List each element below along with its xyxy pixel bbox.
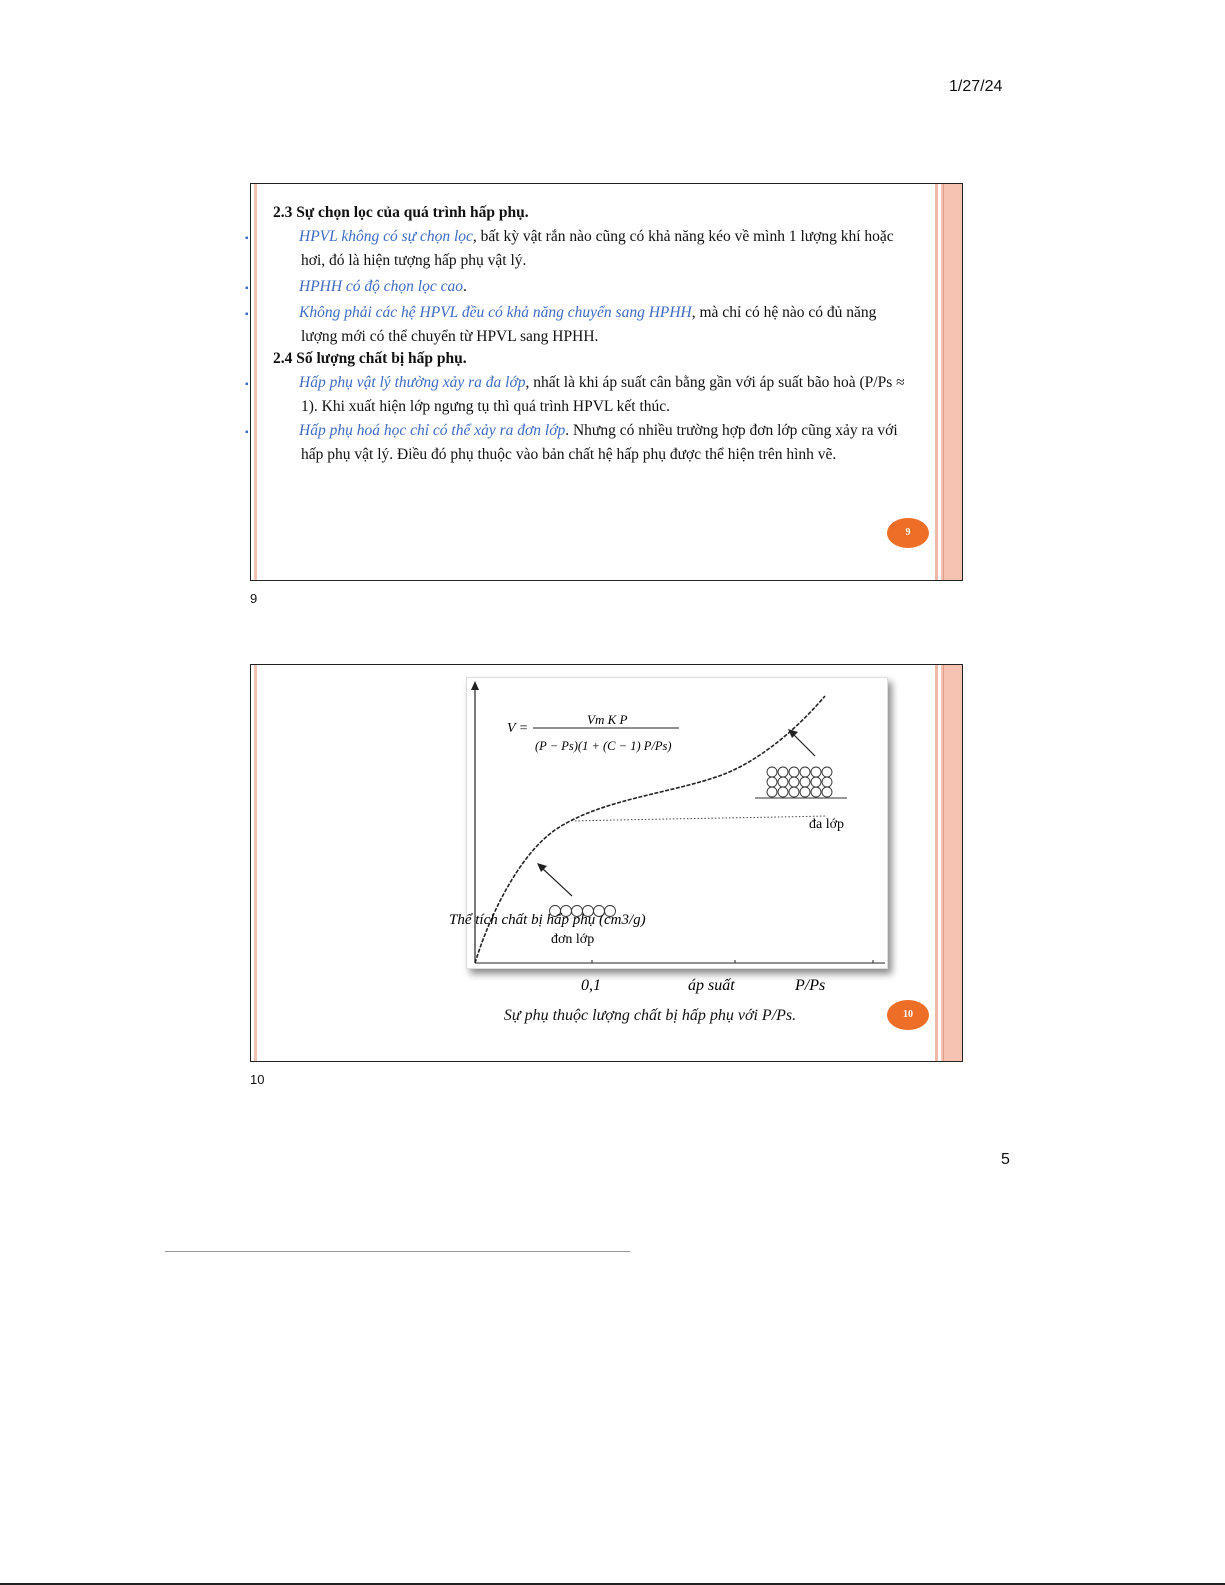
monolayer-plateau-line <box>575 816 827 821</box>
arrow-monolayer <box>542 868 572 896</box>
arrow-multilayer-head-icon <box>788 729 798 738</box>
x-axis-unit: P/Ps <box>795 977 826 994</box>
heading-amount: 2.4 Số lượng chất bị hấp phụ. <box>273 350 467 367</box>
left-accent-stripe <box>254 184 257 580</box>
page-date: 1/27/24 <box>949 78 1003 95</box>
slide-number-badge: 9 <box>887 518 929 548</box>
slide-label-9: 9 <box>250 591 258 606</box>
square-bullet-icon: ▪ <box>245 283 249 294</box>
square-bullet-icon: ▪ <box>245 427 249 438</box>
slide-label-10: 10 <box>250 1072 265 1087</box>
isotherm-figure <box>449 677 888 969</box>
formula-denominator: (P − Ps)(1 + (C − 1) P/Ps) <box>535 739 672 753</box>
slide-10 <box>250 664 963 1062</box>
label-monolayer: đơn lớp <box>551 932 595 947</box>
figure-caption: Sự phụ thuộc lượng chất bị hấp phụ với P/Ps. <box>503 1007 797 1024</box>
multilayer-molecules-icon <box>767 767 832 797</box>
bullet-chemical-monolayer: ▪ Hấp phụ hoá học chỉ có thể xảy ra đơn lớp. Nhưng có nhiều trường hợp đơn lớp cũng xảy ra với hấp phụ vật lý. Điều đó phụ thuộc vào bản chất hệ hấp phụ được thể hiện trên hình vẽ. <box>245 422 898 463</box>
right-accent-stripes <box>932 184 962 580</box>
paragraph-transition: ▪ Không phải các hệ HPVL đều có khả năng chuyển sang HPHH, mà chỉ có hệ nào có đủ năng lượng mới có thể chuyển từ HPVL sang HPHH. <box>245 304 877 345</box>
x-tick-label: 0,1 <box>581 977 601 994</box>
paragraph-hphh-selectivity: ▪ HPHH có độ chọn lọc cao. <box>273 276 913 300</box>
formula-numerator: Vm K P <box>587 712 628 727</box>
heading-selectivity: 2.3 Sự chọn lọc của quá trình hấp phụ. <box>273 204 529 221</box>
formula-lhs: V = <box>507 721 529 736</box>
footer-rule <box>165 1251 630 1252</box>
paragraph-hpvl-selectivity: ▪ HPVL không có sự chọn lọc, bất kỳ vật rắn nào cũng có khả năng kéo về mình 1 lượng khí hoặc hơi, đó là hiện tượng hấp phụ vật lý. <box>245 228 894 269</box>
bullet-physical-multilayer: ▪ Hấp phụ vật lý thường xảy ra đa lớp, nhất là khi áp suất cân bằng gần với áp suất bão hoà (P/Ps ≈ 1). Khi xuất hiện lớp ngưng tụ thì quá trình HPVL kết thúc. <box>245 374 905 415</box>
y-axis-label: Thể tích chất bị hấp phụ (cm3/g) <box>449 912 646 928</box>
square-bullet-icon: ▪ <box>245 379 249 390</box>
slide-9-content <box>245 202 913 466</box>
square-bullet-icon: ▪ <box>245 233 249 244</box>
isotherm-plot <box>449 678 887 968</box>
square-bullet-icon: ▪ <box>245 309 249 320</box>
page-number: 5 <box>1001 1151 1010 1168</box>
label-multilayer: đa lớp <box>809 817 845 832</box>
arrow-multilayer <box>793 734 815 756</box>
x-axis-labels <box>251 967 964 1007</box>
y-axis-arrow-icon <box>471 681 479 690</box>
x-axis-label: áp suất <box>688 977 735 994</box>
slide-9 <box>245 183 963 581</box>
slide-number-badge: 10 <box>887 1000 929 1030</box>
